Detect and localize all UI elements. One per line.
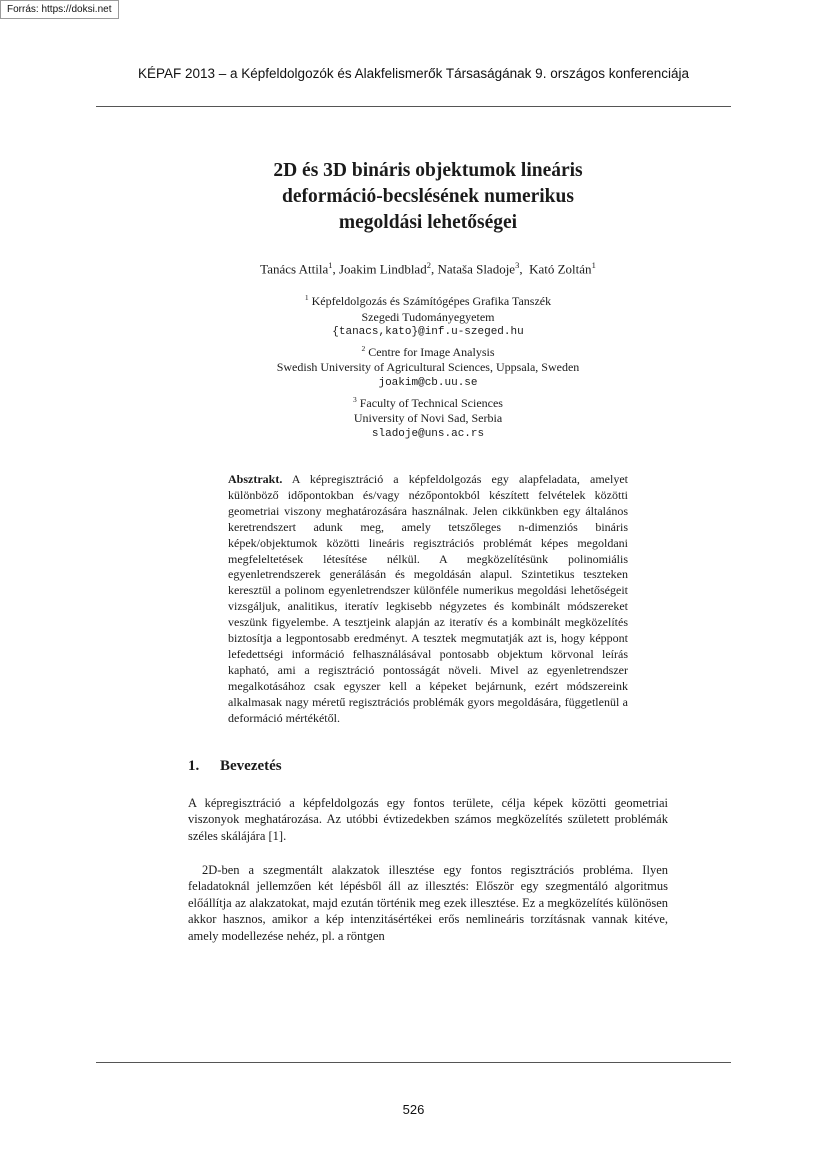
author-list: Tanács Attila$^1$, Joakim Lindblad$^2$, Nataša Sladoje$^3$, Kató Zoltán$^1$ [260,260,596,277]
body-paragraph: A képregisztráció a képfeldolgozás egy fontos területe, célja képek közötti geometriai viszonyok meghatározása. Az utóbbi évtizedekben számos megközelítés született problémák széles skálájára [1]. [188,796,668,843]
affiliation-email[interactable]: joakim@cb.uu.se [378,376,478,389]
body-paragraph: 2D-ben a szegmentált alakzatok illesztése egy fontos regisztrációs probléma. Ilyen feladatoknál jellemzően két lépésből áll az illesztés: Először egy szegmentáló algoritmus előállítja az alakzatokat, majd ezután történik meg ezek illesztése. Ez a megközelítés különösen akkor hasznos, amikor a kép intenzitásértékei erős nemlineáris torzításnak vannak kitéve, amely modellezése nehéz, pl. a röntgen [188,863,668,943]
paper-title [188,158,668,236]
header-rule [96,106,731,107]
section-title: Bevezetés [220,758,282,774]
author-affiliation-mark: 1 [328,260,333,270]
affiliation-number: 2 [361,343,366,353]
abstract [228,472,628,727]
author-affiliation-mark: 3 [515,260,520,270]
title-line: megoldási lehetőségei [338,212,518,233]
affiliation-line: University of Novi Sad, Serbia [353,411,503,426]
author-affiliation-mark: 2 [426,260,431,270]
running-header: KÉPAF 2013 – a Képfeldolgozók és Alakfelismerők Társaságának 9. országos konferenciája [137,66,690,81]
title-line: deformáció-becslésének numerikus [282,186,574,207]
affiliation-department: Centre for Image Analysis [368,344,495,359]
affiliation-department: Faculty of Technical Sciences [359,395,503,410]
affiliation-department: Képfeldolgozás és Számítógépes Grafika Tanszék [311,294,552,308]
source-label: Forrás: https://doksi.net [0,0,119,19]
affiliation-line: Swedish University of Agricultural Sciences, Uppsala, Sweden [276,360,580,375]
page-number: 526 [402,1102,425,1117]
affiliation-line: Szegedi Tudományegyetem [361,309,495,324]
author-name: Nataša Sladoje [437,261,516,277]
author-name: Tanács Attila [260,261,329,277]
abstract-label: Absztrakt. [228,472,283,486]
affiliation-line [188,290,668,310]
section-number: 1. [188,758,200,774]
affiliations [188,290,668,442]
affiliation-email[interactable]: {tanacs,kato}@inf.u-szeged.hu [332,326,524,339]
affiliation-number: 1 [304,293,309,302]
author-name: Kató Zoltán [529,261,592,277]
section-heading [188,758,282,775]
affiliation-line [188,341,668,361]
author-affiliation-mark: 1 [591,260,596,270]
affiliation-email[interactable]: sladoje@uns.ac.rs [371,427,485,440]
footer-rule [96,1062,731,1063]
affiliation-number: 3 [353,394,357,404]
title-line: 2D és 3D bináris objektumok lineáris [273,160,583,181]
abstract-text: A képregisztráció a képfeldolgozás egy alapfeladata, amelyet különböző időpontokban és/vagy nézőpontokból készített felvételek közötti geometriai viszony meghatározására használnak. Jelen cikkünkben egy általános keretrendszert adunk meg, amely tetszőleges n-dimenziós bináris képek/objektumok közötti lineáris regisztrációs problémát képes megoldani megfeleltetések létesítése nélkül. A megközelítésünk polinomiális egyenletrendszerek generálásán és megoldásán alapul. Szintetikus teszteken keresztül a polinom egyenletrendszer különféle numerikus megoldási lehetőségeit vizsgáljuk, analitikus, iteratív legkisebb négyzetes és kombinált módszereket veszünk figyelembe. A tesztjeink alapján az iteratív és a kombinált megközelítés biztosítja a legpontosabb eredményt. A tesztek megmutatják azt is, hogy képpont lefedettségi információ felhasználásával pontosabb objektum körvonal leírás kapható, ami a regisztráció pontosságát növeli. Mivel az egyenletrendszer megalkotásához csak egyszer kell a képeket bejárnunk, ezért módszereink alkalmasak nagy méretű regisztrációs problémák gyors megoldására, függetlenül a deformáció mértékétől. [228,472,628,725]
affiliation-line [188,392,668,412]
author-name: Joakim Lindblad [338,261,427,277]
